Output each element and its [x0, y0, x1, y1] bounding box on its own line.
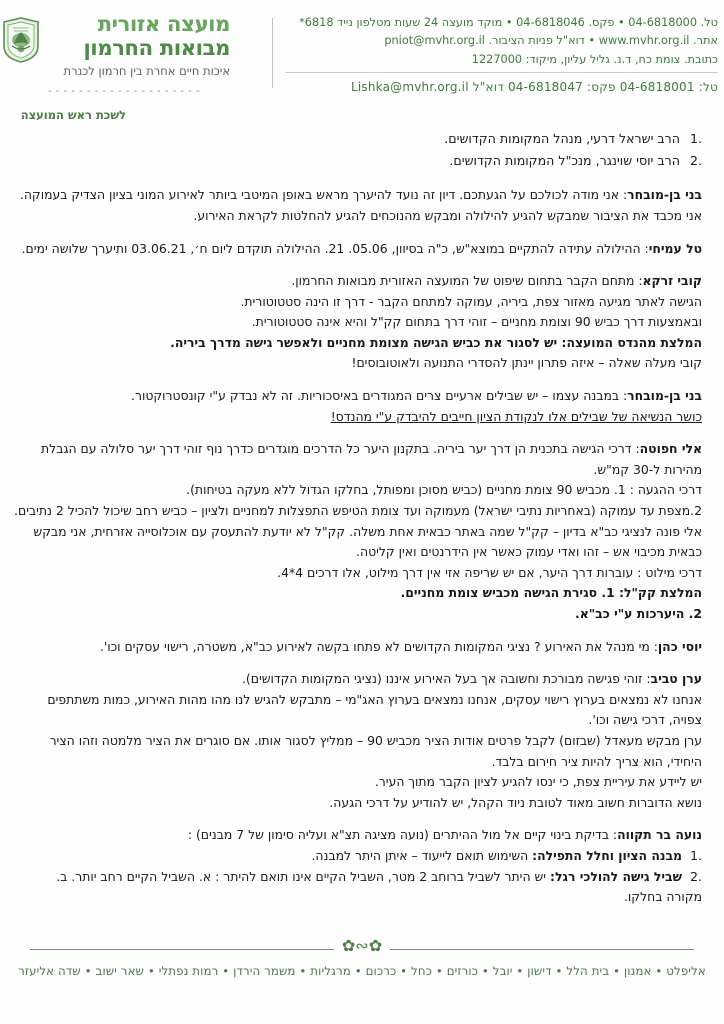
paragraph: קובי מעלה שאלה – איזה פתרון יינתן להסדרי התנועה ולאוטובוסים! — [351, 355, 702, 371]
speaker-name: קובי זרקא — [642, 273, 702, 289]
kkl-recommendation-2: 2. היערכות ע"י כב"א. — [575, 606, 702, 621]
paragraph: ערן מבקש מעאדל (שבזום) לקבל פרטים אודות הציר מכביש 90 – ממליץ לסגור אותו. אם סוגרים את הציר מלמטה וזהו הציר היחידי, הוא צריך להיות ציר חירום בלבד. — [49, 732, 702, 769]
speaker-name: ערן טביב — [650, 671, 702, 687]
speaker-text: מי מנהל את האירוע ? נציגי המקומות הקדושים לא פתחו בקשה לאירוע כב"א, משטרה, רישוי עסקים וכו'. — [99, 638, 650, 654]
list-item — [14, 846, 702, 867]
header-vertical-divider — [272, 18, 273, 88]
council-tagline: איכות חיים אחרת בין חרמון לכנרת — [63, 64, 231, 78]
council-name-line1: מועצה אזורית — [48, 14, 230, 35]
list-item — [14, 150, 702, 172]
brand-divider-dashes: - - - - - - - - - - - - - - - - - - - - — [48, 85, 201, 97]
list-item-label: הרב ישראל דרעי, מנהל המקומות הקדושים. — [444, 131, 680, 146]
list-item-number: 1. — [689, 131, 702, 146]
letterhead-header — [0, 14, 724, 110]
speaker-name: בני בן-מובחר — [627, 388, 702, 404]
paragraph: נושא הדוברות חשוב מאוד לטובת ניוד הקהל, יש להודיע על דרכי הגעה. — [329, 794, 702, 810]
footer-rule-wrap — [0, 936, 724, 957]
speaker-separator: : — [631, 441, 640, 457]
paragraph: אנחנו לא נמצאים בערוץ רישוי עסקים, אנחנו נמצאים בערוץ האג"מי – מתבקש להגיש לנו מהו מהות האירוע, כמות משתתפים צפויה, דרכי גישה וכו'. — [47, 691, 702, 728]
speaker-block-yossi — [14, 637, 702, 658]
contact-address-line: כתובת. צומת כח, ד.נ. גליל עליון, מיקוד: 1227000 — [471, 52, 718, 66]
speaker-name: נועה בר תקווה — [617, 827, 702, 843]
speaker-block-eran — [14, 669, 702, 813]
contact-web-line: אתר. www.mvhr.org.il • דוא"ל פניות הציבור. pniot@mvhr.org.il — [384, 34, 718, 48]
paragraph — [14, 386, 702, 407]
underlined-note: כושר הנשיאה של שבילים אלו לנקודת הציון חייבים להיבדק ע"י מהנדס! — [330, 408, 702, 424]
list-item-label: הרב יוסי שוינגר, מנכ"ל המקומות הקדושים. — [449, 152, 680, 168]
footer-town-list: אליפלט • אמנון • בית הלל • דישון • יובל • כורזים • כחל • כרכום • מרגליות • משמר הירדן • רמות נפתלי • שאר ישוב • שדה אליעזר — [18, 964, 706, 978]
paragraph — [14, 271, 702, 292]
brand-block — [0, 14, 262, 97]
speaker-text: בדיקת בינוי קיים אל מול ההיתרים (נועה מציגה תצ"א ועליה סימון של 7 מבנים) : — [187, 827, 609, 843]
paragraph — [14, 439, 702, 480]
list-item-number: 1. — [690, 847, 702, 863]
speaker-text: אני מודה לכולכם על הגעתכם. דיון זה נועד להיערך מראש באופן המיטבי ביותר לאירוע המוני בציון הצדיק בעמוקה. אני מכבד את הציבור שמבקש להגיע להילולה ומבקש מהנוכחים להגיע להחלטות לקראת האירוע. — [19, 187, 702, 223]
leaf-flourish-icon: ✿∾✿ — [0, 938, 724, 954]
list-item — [14, 128, 702, 150]
contact-divider — [285, 72, 718, 73]
list-item-label: השימוש תואם לייעוד – איתן היתר למבנה. — [311, 847, 533, 863]
speaker-separator: : — [642, 671, 651, 687]
office-label: לשכת ראש המועצה — [20, 108, 126, 122]
paragraph: הגישה לאתר מגיעה מאזור צפת, ביריה, עמוקה למתחם הקבר - דרך זו הינה סטטוטורית. — [240, 293, 702, 309]
paragraph — [14, 669, 702, 690]
contact-block — [277, 14, 724, 96]
paragraph — [14, 825, 702, 846]
council-name-line2: מבואות החרמון — [48, 38, 230, 59]
attendee-list — [14, 128, 702, 171]
council-crest-icon — [0, 16, 42, 64]
speaker-name: טל עמיחי — [648, 240, 702, 256]
paragraph: ובאמצעות דרך כביש 90 וצומת מחניים – זוהי דרך בתחום קק"ל והיא אינה סטטוטורית. — [251, 314, 702, 330]
letterhead-footer — [0, 936, 724, 978]
engineer-recommendation: המלצת מהנדס המועצה: יש לסגור את כביש הגישה מצומת מחניים ולאפשר גישה מדרך ביריה. — [170, 334, 702, 350]
bureau-contact-line: טל: 04-6818001 פקס: 04-6818047 דוא"ל Lishka@mvhr.org.il — [350, 79, 718, 94]
speaker-separator: : — [640, 240, 649, 256]
kkl-recommendation-1: המלצת קק"ל: 1. סגירת הגישה מכביש צומת מחניים. — [400, 585, 702, 601]
speaker-text: ההילולה עתידה להתקיים במוצא"ש, כ"ה בסיוון, 05.06. 21. ההילולה תוקדם ליום ח׳, 03.06.21 ותיערך שלושה ימים. — [21, 240, 641, 256]
speaker-block-kobi — [14, 271, 702, 374]
speaker-block-noa — [14, 825, 702, 907]
speaker-block-tal — [14, 239, 702, 260]
speaker-text: במבנה עצמו – יש שבילים ארעיים צרים המגודרים באיסכוריות. זה לא נבדק ע"י קונסטרוקטור. — [131, 388, 620, 404]
list-item-title: שביל גישה להולכי רגל: — [549, 868, 682, 884]
permit-findings-list — [14, 846, 702, 908]
paragraph: דרכי ההגעה : 1. מכביש 90 צומת מחניים (כביש מסוכן ומפותל, בחלקו הגדול ללא מעקה בטיחות). — [186, 482, 702, 498]
speaker-name: בני בן-מובחר — [627, 187, 702, 203]
list-item — [14, 867, 702, 908]
paragraph — [14, 637, 702, 658]
list-item-title: מבנה הציון וחלל התפילה: — [532, 847, 682, 863]
speaker-text: מתחם הקבר בתחום שיפוט של המועצה האזורית מבואות החרמון. — [291, 273, 635, 289]
speaker-text: דרכי הגישה בתכנית הן דרך יער ביריה. בתקנון היער כל הדרכים מוגדרים כדרך נוף זוהי דרך יער סלולה עם הגבלת מהירות ל-30 קמ"ש. — [41, 441, 702, 477]
speaker-block-beni-1 — [14, 185, 702, 226]
paragraph: אלי פונה לנציגי כב"א בדיון – קק"ל שמה באתר כבאית אחת משלה. קק"ל לא יודעת להתעסק עם אוכלוסייה אזרחית, אני מבקש כבאית מכיבוי אש – זהו ואדי עמוק כאשר אין הידרנטים ואין קליטה. — [33, 523, 702, 560]
speaker-separator: : — [634, 273, 643, 289]
speaker-name: יוסי כהן — [657, 638, 702, 654]
paragraph — [14, 185, 702, 226]
speaker-separator: : — [619, 388, 628, 404]
speaker-separator: : — [608, 827, 618, 843]
contact-phone-line: טל. 04-6818000 • פקס. 04-6818046 • מוקד מועצה 24 שעות מטלפון נייד 6818* — [299, 16, 718, 29]
paragraph — [14, 239, 702, 260]
speaker-block-beni-2 — [14, 386, 702, 427]
speaker-block-eli — [14, 439, 702, 624]
speaker-separator: : — [649, 638, 658, 654]
brand-text — [48, 14, 230, 97]
paragraph: יש ליידע את עיריית צפת, כי ינסו להגיע לציון הקבר מתוך העיר. — [374, 774, 702, 790]
document-body — [0, 128, 724, 920]
speaker-name: אלי חפוטה — [639, 441, 702, 457]
speaker-text: זוהי פגישה מבורכת וחשובה אך בעל האירוע איננו (נציגי המקומות הקדושים). — [241, 671, 643, 687]
paragraph: 2.מצפת עד עמוקה (באחריות נתיבי ישראל) מעמוקה ועד צומת הטיפש התפצלות למחניים ולציון – כביש רחב שיכול להכיל 2 נתיבים. — [14, 503, 702, 519]
list-item-label: יש היתר לשביל ברוחב 2 מטר, השביל הקיים אינו תואם להיתר : א. השביל הקיים רחב יותר. ב. מקורה בחלקו. — [56, 868, 702, 905]
list-item-number: 2. — [690, 868, 702, 884]
paragraph: דרכי מילוט : עוברות דרך היער, אם יש שריפה אזי אין דרך מילוט, אלו דרכים 4*4. — [277, 564, 702, 580]
list-item-number: 2. — [689, 152, 702, 168]
speaker-separator: : — [619, 187, 628, 203]
